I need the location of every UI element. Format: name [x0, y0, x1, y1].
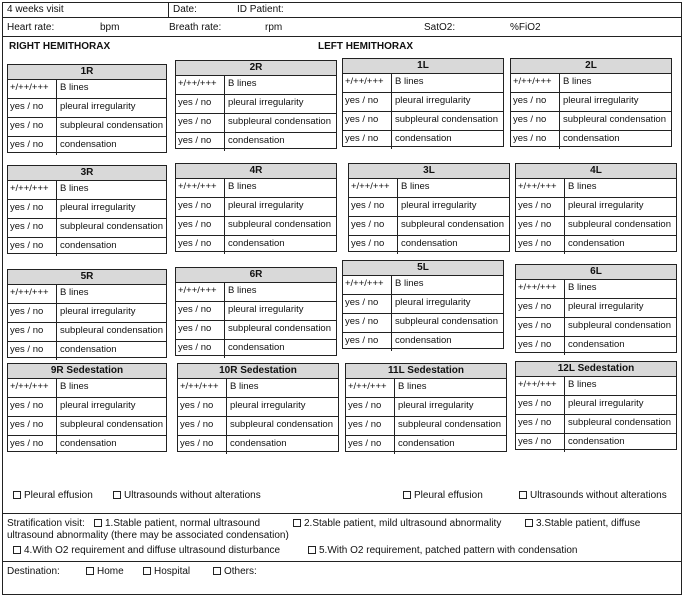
finding-label: B lines [563, 76, 592, 87]
option-label: 4.With O2 requirement and diffuse ultrasound disturbance [24, 545, 281, 556]
zone-row [8, 323, 166, 342]
zone-6r [175, 267, 337, 356]
finding-label: B lines [398, 381, 427, 392]
yes-no-field[interactable]: yes / no [343, 93, 392, 111]
checkbox[interactable] [403, 491, 411, 499]
yes-no-field[interactable]: yes / no [176, 114, 225, 132]
zone-row [511, 112, 671, 131]
b-lines-grade-field[interactable]: +/++/+++ [346, 379, 395, 397]
zone-row [349, 236, 509, 254]
zone-row [343, 276, 503, 295]
zone-row [516, 337, 676, 355]
b-lines-grade-field[interactable]: +/++/+++ [516, 280, 565, 298]
zone-row [516, 415, 676, 434]
finding-label: condensation [568, 238, 625, 249]
b-lines-grade-field[interactable]: +/++/+++ [176, 179, 225, 197]
zone-row [8, 137, 166, 155]
option-label: Others: [224, 566, 257, 577]
date-field[interactable]: Date: [173, 4, 197, 15]
zone-3l [348, 163, 510, 252]
zone-11l-sedestation [345, 363, 507, 452]
yes-no-field[interactable]: yes / no [178, 398, 227, 416]
breath-rate-unit: rpm [265, 22, 283, 33]
left-pleural-effusion-option[interactable] [403, 490, 483, 502]
finding-label: subpleural condensation [395, 114, 498, 125]
zone-row [8, 285, 166, 304]
finding-label: pleural irregularity [395, 95, 471, 106]
yes-no-field[interactable]: yes / no [176, 302, 225, 320]
zone-row [516, 280, 676, 299]
finding-label: condensation [395, 133, 452, 144]
right-hemithorax-heading: RIGHT HEMITHORAX [9, 41, 111, 52]
finding-label: B lines [568, 181, 597, 192]
stratification-option-5[interactable] [308, 545, 577, 557]
zone-title: 4L [516, 164, 676, 179]
yes-no-field[interactable]: yes / no [511, 93, 560, 111]
yes-no-field[interactable]: yes / no [178, 417, 227, 435]
checkbox[interactable] [86, 567, 94, 575]
yes-no-field[interactable]: yes / no [346, 417, 395, 435]
stratification-option-3[interactable] [525, 518, 640, 530]
fio2-field[interactable]: %FiO2 [510, 22, 541, 33]
finding-label: condensation [228, 342, 285, 353]
yes-no-field[interactable]: yes / no [8, 99, 57, 117]
option-label: Hospital [154, 566, 191, 577]
finding-label: B lines [568, 379, 597, 390]
sato2-field[interactable]: SatO2: [424, 22, 456, 33]
yes-no-field[interactable]: yes / no [8, 137, 57, 155]
checkbox[interactable] [519, 491, 527, 499]
finding-label: pleural irregularity [563, 95, 639, 106]
option-label: Pleural effusion [24, 490, 93, 501]
zone-2l [510, 58, 672, 147]
destination-home-option[interactable] [86, 566, 124, 578]
zone-5l [342, 260, 504, 349]
zone-title: 11L Sedestation [346, 364, 506, 379]
zone-4r [175, 163, 337, 252]
stratification-option-3-continued: ultrasound abnormality (there may be associated condensation) [7, 530, 289, 541]
yes-no-field[interactable]: yes / no [346, 398, 395, 416]
finding-label: condensation [568, 339, 625, 350]
zone-row [346, 398, 506, 417]
zone-row [511, 93, 671, 112]
finding-label: pleural irregularity [228, 304, 304, 315]
finding-label: condensation [568, 436, 625, 447]
right-no-alterations-option[interactable] [113, 490, 261, 502]
patient-id-field[interactable]: ID Patient: [237, 4, 284, 15]
finding-label: subpleural condensation [228, 323, 331, 334]
visit-label: 4 weeks visit [7, 4, 64, 15]
yes-no-field[interactable]: yes / no [8, 417, 57, 435]
option-label: 5.With O2 requirement, patched pattern with condensation [319, 545, 578, 556]
b-lines-grade-field[interactable]: +/++/+++ [343, 276, 392, 294]
yes-no-field[interactable]: yes / no [8, 304, 57, 322]
zone-row [516, 217, 676, 236]
zone-row [8, 118, 166, 137]
zone-row [346, 379, 506, 398]
zone-row [8, 436, 166, 454]
finding-label: pleural irregularity [398, 400, 474, 411]
finding-label: pleural irregularity [228, 200, 304, 211]
finding-label: pleural irregularity [568, 398, 644, 409]
yes-no-field[interactable]: yes / no [8, 238, 57, 256]
finding-label: pleural irregularity [395, 297, 471, 308]
checkbox[interactable] [13, 491, 21, 499]
zone-row [346, 417, 506, 436]
b-lines-grade-field[interactable]: +/++/+++ [176, 283, 225, 301]
finding-label: condensation [60, 344, 117, 355]
zone-row [176, 302, 336, 321]
yes-no-field[interactable]: yes / no [511, 131, 560, 149]
finding-label: condensation [60, 438, 117, 449]
heart-rate-unit: bpm [100, 22, 120, 33]
yes-no-field[interactable]: yes / no [176, 217, 225, 235]
zone-row [176, 321, 336, 340]
stratification-option-1[interactable] [94, 518, 260, 530]
finding-label: subpleural condensation [568, 417, 671, 428]
zone-row [343, 74, 503, 93]
breath-rate-field[interactable]: Breath rate: [169, 22, 222, 33]
zone-2r [175, 60, 337, 149]
yes-no-field[interactable]: yes / no [176, 340, 225, 358]
destination-label: Destination: [7, 566, 60, 577]
finding-label: condensation [230, 438, 287, 449]
yes-no-field[interactable]: yes / no [343, 131, 392, 149]
finding-label: subpleural condensation [398, 419, 501, 430]
yes-no-field[interactable]: yes / no [343, 333, 392, 351]
finding-label: subpleural condensation [568, 320, 671, 331]
checkbox[interactable] [293, 519, 301, 527]
zone-title: 5L [343, 261, 503, 276]
yes-no-field[interactable]: yes / no [349, 198, 398, 216]
zone-row [8, 417, 166, 436]
divider [2, 513, 682, 514]
zone-row [349, 179, 509, 198]
finding-label: pleural irregularity [401, 200, 477, 211]
finding-label: B lines [60, 82, 89, 93]
yes-no-field[interactable]: yes / no [511, 112, 560, 130]
zone-title: 1L [343, 59, 503, 74]
zone-row [343, 295, 503, 314]
zone-row [516, 198, 676, 217]
zone-row [176, 133, 336, 151]
finding-label: pleural irregularity [230, 400, 306, 411]
yes-no-field[interactable]: yes / no [8, 323, 57, 341]
zone-row [516, 318, 676, 337]
yes-no-field[interactable]: yes / no [516, 318, 565, 336]
finding-label: condensation [401, 238, 458, 249]
finding-label: B lines [228, 78, 257, 89]
zone-1l [342, 58, 504, 147]
yes-no-field[interactable]: yes / no [176, 133, 225, 151]
zone-6l [515, 264, 677, 353]
zone-title: 1R [8, 65, 166, 80]
zone-row [178, 398, 338, 417]
zone-row [8, 219, 166, 238]
zone-title: 6R [176, 268, 336, 283]
zone-title: 6L [516, 265, 676, 280]
yes-no-field[interactable]: yes / no [8, 436, 57, 454]
right-pleural-effusion-option[interactable] [13, 490, 93, 502]
zone-title: 3L [349, 164, 509, 179]
b-lines-grade-field[interactable]: +/++/+++ [8, 285, 57, 303]
zone-row [8, 398, 166, 417]
finding-label: condensation [398, 438, 455, 449]
option-label: 2.Stable patient, mild ultrasound abnormality [304, 518, 502, 529]
yes-no-field[interactable]: yes / no [516, 217, 565, 235]
zone-row [176, 114, 336, 133]
zone-row [178, 379, 338, 398]
yes-no-field[interactable]: yes / no [516, 337, 565, 355]
yes-no-field[interactable]: yes / no [346, 436, 395, 454]
zone-row [176, 95, 336, 114]
yes-no-field[interactable]: yes / no [343, 295, 392, 313]
yes-no-field[interactable]: yes / no [8, 398, 57, 416]
zone-row [176, 179, 336, 198]
zone-row [346, 436, 506, 454]
b-lines-grade-field[interactable]: +/++/+++ [511, 74, 560, 92]
option-label: Pleural effusion [414, 490, 483, 501]
finding-label: B lines [568, 282, 597, 293]
finding-label: condensation [60, 139, 117, 150]
zone-row [343, 131, 503, 149]
checkbox[interactable] [143, 567, 151, 575]
heart-rate-field[interactable]: Heart rate: [7, 22, 55, 33]
checkbox[interactable] [308, 546, 316, 554]
zone-9r-sedestation [7, 363, 167, 452]
finding-label: pleural irregularity [60, 101, 136, 112]
zone-row [516, 377, 676, 396]
zone-row [8, 80, 166, 99]
destination-hospital-option[interactable] [143, 566, 190, 578]
yes-no-field[interactable]: yes / no [8, 342, 57, 360]
zone-title: 2R [176, 61, 336, 76]
yes-no-field[interactable]: yes / no [516, 415, 565, 433]
divider [2, 561, 682, 562]
divider [2, 36, 682, 37]
b-lines-grade-field[interactable]: +/++/+++ [516, 179, 565, 197]
stratification-option-4[interactable] [13, 545, 280, 557]
zone-12l-sedestation [515, 361, 677, 450]
finding-label: subpleural condensation [60, 120, 163, 131]
left-no-alterations-option[interactable] [519, 490, 667, 502]
finding-label: B lines [228, 181, 257, 192]
yes-no-field[interactable]: yes / no [178, 436, 227, 454]
stratification-label: Stratification visit: [7, 518, 85, 529]
zone-row [511, 74, 671, 93]
finding-label: pleural irregularity [228, 97, 304, 108]
zone-3r [7, 165, 167, 254]
zone-row [176, 236, 336, 254]
finding-label: pleural irregularity [60, 306, 136, 317]
left-hemithorax-heading: LEFT HEMITHORAX [318, 41, 413, 52]
finding-label: condensation [228, 135, 285, 146]
yes-no-field[interactable]: yes / no [349, 217, 398, 235]
b-lines-grade-field[interactable]: +/++/+++ [8, 181, 57, 199]
zone-row [176, 76, 336, 95]
zone-row [176, 340, 336, 358]
yes-no-field[interactable]: yes / no [516, 396, 565, 414]
yes-no-field[interactable]: yes / no [8, 118, 57, 136]
b-lines-grade-field[interactable]: +/++/+++ [8, 379, 57, 397]
yes-no-field[interactable]: yes / no [176, 95, 225, 113]
zone-row [349, 217, 509, 236]
finding-label: B lines [228, 285, 257, 296]
zone-title: 4R [176, 164, 336, 179]
finding-label: subpleural condensation [230, 419, 333, 430]
yes-no-field[interactable]: yes / no [343, 112, 392, 130]
finding-label: subpleural condensation [228, 116, 331, 127]
finding-label: pleural irregularity [60, 202, 136, 213]
finding-label: condensation [395, 335, 452, 346]
zone-title: 10R Sedestation [178, 364, 338, 379]
yes-no-field[interactable]: yes / no [176, 198, 225, 216]
finding-label: B lines [401, 181, 430, 192]
zone-row [516, 396, 676, 415]
finding-label: B lines [60, 381, 89, 392]
finding-label: condensation [60, 240, 117, 251]
zone-row [511, 131, 671, 149]
finding-label: B lines [60, 183, 89, 194]
zone-row [8, 342, 166, 360]
divider [2, 17, 682, 18]
finding-label: pleural irregularity [60, 400, 136, 411]
finding-label: B lines [60, 287, 89, 298]
zone-row [176, 283, 336, 302]
finding-label: B lines [230, 381, 259, 392]
zone-row [178, 417, 338, 436]
yes-no-field[interactable]: yes / no [516, 434, 565, 452]
yes-no-field[interactable]: yes / no [516, 236, 565, 254]
finding-label: B lines [395, 278, 424, 289]
zone-row [176, 198, 336, 217]
zone-title: 5R [8, 270, 166, 285]
finding-label: subpleural condensation [60, 325, 163, 336]
b-lines-grade-field[interactable]: +/++/+++ [178, 379, 227, 397]
zone-row [8, 99, 166, 118]
zone-row [8, 379, 166, 398]
yes-no-field[interactable]: yes / no [349, 236, 398, 254]
zone-1r [7, 64, 167, 153]
zone-row [516, 179, 676, 198]
zone-row [8, 181, 166, 200]
destination-others-option[interactable] [213, 566, 257, 578]
zone-row [8, 238, 166, 256]
zone-row [343, 333, 503, 351]
b-lines-grade-field[interactable]: +/++/+++ [8, 80, 57, 98]
zone-row [516, 236, 676, 254]
zone-row [516, 299, 676, 318]
yes-no-field[interactable]: yes / no [343, 314, 392, 332]
option-label: Home [97, 566, 124, 577]
zone-10r-sedestation [177, 363, 339, 452]
zone-row [516, 434, 676, 452]
zone-row [8, 304, 166, 323]
b-lines-grade-field[interactable]: +/++/+++ [343, 74, 392, 92]
divider [168, 2, 169, 17]
option-label: Ultrasounds without alterations [530, 490, 667, 501]
checkbox[interactable] [213, 567, 221, 575]
checkbox[interactable] [13, 546, 21, 554]
option-label: Ultrasounds without alterations [124, 490, 261, 501]
yes-no-field[interactable]: yes / no [8, 219, 57, 237]
checkbox[interactable] [113, 491, 121, 499]
zone-4l [515, 163, 677, 252]
finding-label: subpleural condensation [60, 221, 163, 232]
finding-label: condensation [228, 238, 285, 249]
finding-label: subpleural condensation [395, 316, 498, 327]
option-label: 3.Stable patient, diffuse [536, 518, 641, 529]
yes-no-field[interactable]: yes / no [176, 321, 225, 339]
zone-row [178, 436, 338, 454]
finding-label: subpleural condensation [228, 219, 331, 230]
stratification-option-2[interactable] [293, 518, 501, 530]
yes-no-field[interactable]: yes / no [516, 198, 565, 216]
finding-label: subpleural condensation [568, 219, 671, 230]
zone-row [343, 93, 503, 112]
finding-label: B lines [395, 76, 424, 87]
finding-label: subpleural condensation [563, 114, 666, 125]
zone-row [176, 217, 336, 236]
zone-title: 2L [511, 59, 671, 74]
checkbox[interactable] [94, 519, 102, 527]
zone-row [349, 198, 509, 217]
yes-no-field[interactable]: yes / no [176, 236, 225, 254]
finding-label: condensation [563, 133, 620, 144]
b-lines-grade-field[interactable]: +/++/+++ [349, 179, 398, 197]
zone-row [343, 112, 503, 131]
option-label: 1.Stable patient, normal ultrasound [105, 518, 261, 529]
checkbox[interactable] [525, 519, 533, 527]
zone-5r [7, 269, 167, 358]
finding-label: subpleural condensation [60, 419, 163, 430]
zone-title: 3R [8, 166, 166, 181]
zone-row [8, 200, 166, 219]
zone-title: 12L Sedestation [516, 362, 676, 377]
finding-label: pleural irregularity [568, 301, 644, 312]
zone-title: 9R Sedestation [8, 364, 166, 379]
zone-row [343, 314, 503, 333]
yes-no-field[interactable]: yes / no [8, 200, 57, 218]
finding-label: subpleural condensation [401, 219, 504, 230]
b-lines-grade-field[interactable]: +/++/+++ [516, 377, 565, 395]
b-lines-grade-field[interactable]: +/++/+++ [176, 76, 225, 94]
yes-no-field[interactable]: yes / no [516, 299, 565, 317]
finding-label: pleural irregularity [568, 200, 644, 211]
